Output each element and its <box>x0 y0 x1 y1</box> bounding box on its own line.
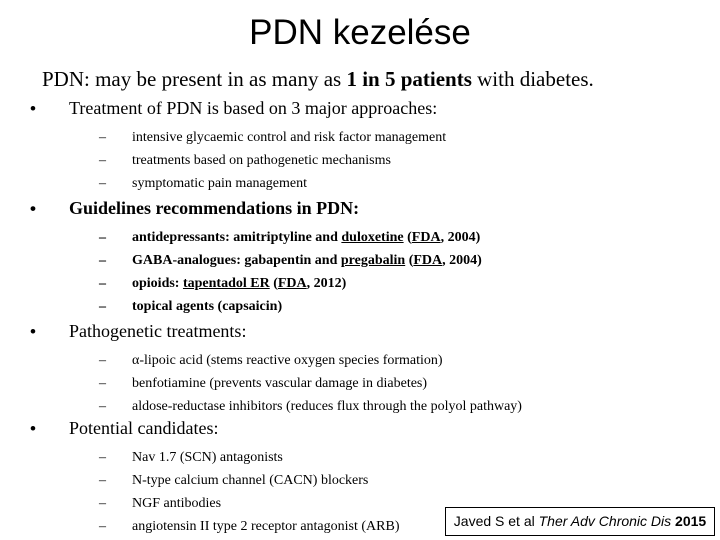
bullet-icon: • <box>30 199 36 218</box>
dash-icon: – <box>99 376 106 391</box>
text-segment: ( <box>403 230 412 245</box>
fda-label: FDA <box>411 230 441 245</box>
list-item <box>99 469 399 492</box>
citation-year: 2015 <box>671 513 707 529</box>
list-item <box>99 149 446 172</box>
section-approaches <box>30 97 446 195</box>
dash-icon: – <box>99 299 106 314</box>
slide-title: PDN kezelése <box>249 13 471 52</box>
text-segment: antidepressants: amitriptyline and <box>132 230 342 245</box>
intro-highlight: 1 in 5 patients <box>346 67 472 91</box>
dash-icon: – <box>99 153 106 168</box>
list-item <box>99 492 399 515</box>
section-heading: Pathogenetic treatments: <box>69 321 247 341</box>
list-item <box>99 272 482 295</box>
text-segment: ( <box>405 253 414 268</box>
fda-label: FDA <box>277 276 307 291</box>
list-item-text: Nav 1.7 (SCN) antagonists <box>132 450 283 465</box>
sub-list <box>99 446 399 538</box>
dash-icon: – <box>99 230 106 245</box>
dash-icon: – <box>99 473 106 488</box>
dash-icon: – <box>99 130 106 145</box>
list-item <box>99 372 522 395</box>
list-item <box>99 226 482 249</box>
bullet-icon: • <box>30 99 36 118</box>
list-item-text: benfotiamine (prevents vascular damage in diabetes) <box>132 376 428 391</box>
bullet-icon: • <box>30 419 36 438</box>
list-item-text: N-type calcium channel (CACN) blockers <box>132 473 369 488</box>
citation-box <box>445 507 715 536</box>
section-heading: Potential candidates: <box>69 418 219 438</box>
text-segment: opioids: <box>132 276 183 291</box>
list-item <box>99 349 522 372</box>
section-pathogenetic <box>30 320 522 418</box>
section-heading-row <box>30 417 399 440</box>
dash-icon: – <box>99 496 106 511</box>
list-item <box>99 126 446 149</box>
list-item <box>99 249 482 272</box>
dash-icon: – <box>99 253 106 268</box>
intro-before: PDN: may be present in as many as <box>42 67 347 91</box>
list-item <box>99 295 482 318</box>
text-segment: , 2004) <box>440 230 481 245</box>
text-segment: , 2012) <box>306 276 347 291</box>
list-item-text: topical agents (capsaicin) <box>132 299 283 314</box>
section-heading-row <box>30 197 482 220</box>
dash-icon: – <box>99 176 106 191</box>
list-item <box>99 515 399 538</box>
list-item-text <box>132 272 346 295</box>
dash-icon: – <box>99 399 106 414</box>
list-item-text: α-lipoic acid (stems reactive oxygen species formation) <box>132 353 443 368</box>
section-candidates <box>30 417 399 538</box>
list-item-text <box>132 226 480 249</box>
section-heading: Treatment of PDN is based on 3 major approaches: <box>69 98 438 118</box>
text-segment: , 2004) <box>442 253 482 268</box>
list-item-text: treatments based on pathogenetic mechanisms <box>132 153 391 168</box>
text-segment: GABA-analogues: gabapentin and <box>132 253 341 268</box>
list-item <box>99 446 399 469</box>
drug-name: tapentadol ER <box>182 276 270 291</box>
list-item <box>99 172 446 195</box>
citation-journal: Ther Adv Chronic Dis <box>538 513 672 529</box>
list-item-text: aldose-reductase inhibitors (reduces flux through the polyol pathway) <box>132 399 522 414</box>
drug-name: duloxetine <box>341 230 404 245</box>
section-heading-row <box>30 320 522 343</box>
list-item-text: symptomatic pain management <box>132 176 307 191</box>
citation-authors: Javed S et al <box>453 513 539 529</box>
list-item-text: angiotensin II type 2 receptor antagonist (ARB) <box>132 519 400 534</box>
section-heading-row <box>30 97 446 120</box>
list-item <box>99 395 522 418</box>
dash-icon: – <box>99 519 106 534</box>
dash-icon: – <box>99 450 106 465</box>
fda-label: FDA <box>413 253 443 268</box>
sub-list <box>99 226 482 318</box>
list-item-text: NGF antibodies <box>132 496 222 511</box>
intro-after: with diabetes. <box>471 67 594 91</box>
sub-list <box>99 126 446 195</box>
bullet-icon: • <box>30 322 36 341</box>
text-segment: ( <box>269 276 278 291</box>
list-item-text: intensive glycaemic control and risk factor management <box>132 130 447 145</box>
sub-list <box>99 349 522 418</box>
section-guidelines <box>30 197 482 318</box>
section-heading: Guidelines recommendations in PDN: <box>69 198 360 218</box>
drug-name: pregabalin <box>340 253 406 268</box>
dash-icon: – <box>99 276 106 291</box>
dash-icon: – <box>99 353 106 368</box>
list-item-text <box>132 249 482 272</box>
intro-text <box>42 66 594 92</box>
